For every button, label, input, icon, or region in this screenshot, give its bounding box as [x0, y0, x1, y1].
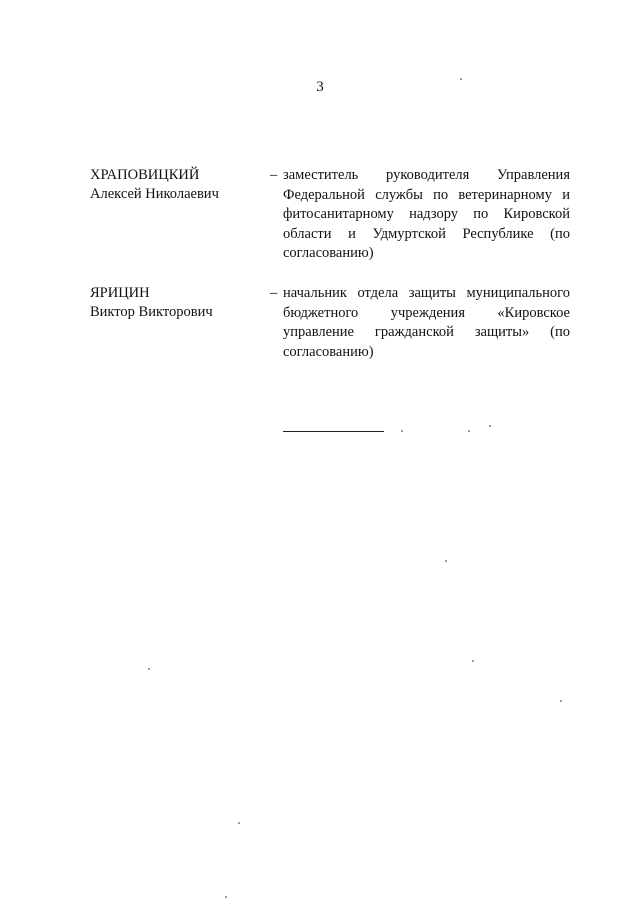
role-word: и: [348, 225, 356, 242]
role-word: Управления: [497, 167, 570, 183]
scan-speck: [468, 430, 470, 432]
role-word: и: [562, 186, 570, 203]
role-line: [283, 244, 570, 264]
role-line: [283, 166, 570, 186]
role-word: надзору: [409, 206, 459, 222]
role-word: согласованию): [283, 245, 374, 261]
role-word: отдела: [357, 285, 399, 301]
role-line: [283, 304, 570, 324]
member-surname: ЯРИЦИН: [90, 285, 150, 301]
role-word: Удмуртской: [372, 225, 446, 242]
role-line: [283, 186, 570, 206]
member-name: [90, 284, 260, 322]
role-word: бюджетного: [283, 304, 359, 321]
role-word: Кировской: [503, 206, 570, 222]
role-line: [283, 343, 570, 363]
role-word: заместитель: [283, 167, 359, 183]
member-name: [90, 166, 260, 204]
role-word: по: [433, 186, 449, 203]
role-word: службы: [375, 186, 423, 203]
scan-speck: [401, 430, 403, 432]
role-word: (по: [550, 324, 570, 340]
role-word: (по: [550, 225, 570, 242]
scan-speck: [225, 896, 227, 898]
member-role: [283, 166, 570, 264]
role-word: Федеральной: [283, 186, 365, 203]
role-word: по: [473, 206, 489, 222]
scan-speck: [148, 668, 150, 670]
role-word: начальник: [283, 285, 347, 301]
page-number: 3: [316, 79, 324, 95]
scan-speck: [472, 660, 474, 662]
scan-speck: [445, 560, 447, 562]
role-word: области: [283, 225, 332, 242]
role-word: согласованию): [283, 343, 374, 360]
role-line: [283, 205, 570, 225]
dash-separator: –: [270, 167, 278, 183]
member-surname: ХРАПОВИЦКИЙ: [90, 167, 200, 183]
scan-speck: [560, 700, 562, 702]
role-line: [283, 225, 570, 245]
member-given-names: Виктор Викторович: [90, 304, 213, 320]
role-word: ветеринарному: [458, 186, 552, 203]
scan-speck: [238, 822, 240, 824]
role-word: гражданской: [374, 324, 454, 340]
role-word: защиты»: [474, 324, 530, 340]
role-word: «Кировское: [497, 304, 570, 321]
closing-rule: [283, 431, 384, 432]
member-role: [283, 284, 570, 362]
role-line: [283, 284, 570, 304]
dash-separator: –: [270, 285, 278, 301]
role-word: защиты: [408, 285, 456, 301]
role-word: муниципального: [466, 285, 570, 301]
role-word: управление: [283, 324, 354, 340]
role-word: фитосанитарному: [283, 206, 394, 222]
scan-speck: [489, 425, 491, 427]
role-word: учреждения: [390, 304, 465, 321]
member-given-names: Алексей Николаевич: [90, 186, 219, 202]
scan-speck: [460, 78, 462, 80]
role-line: [283, 323, 570, 343]
role-word: Республике: [462, 225, 534, 242]
role-word: руководителя: [386, 167, 470, 183]
